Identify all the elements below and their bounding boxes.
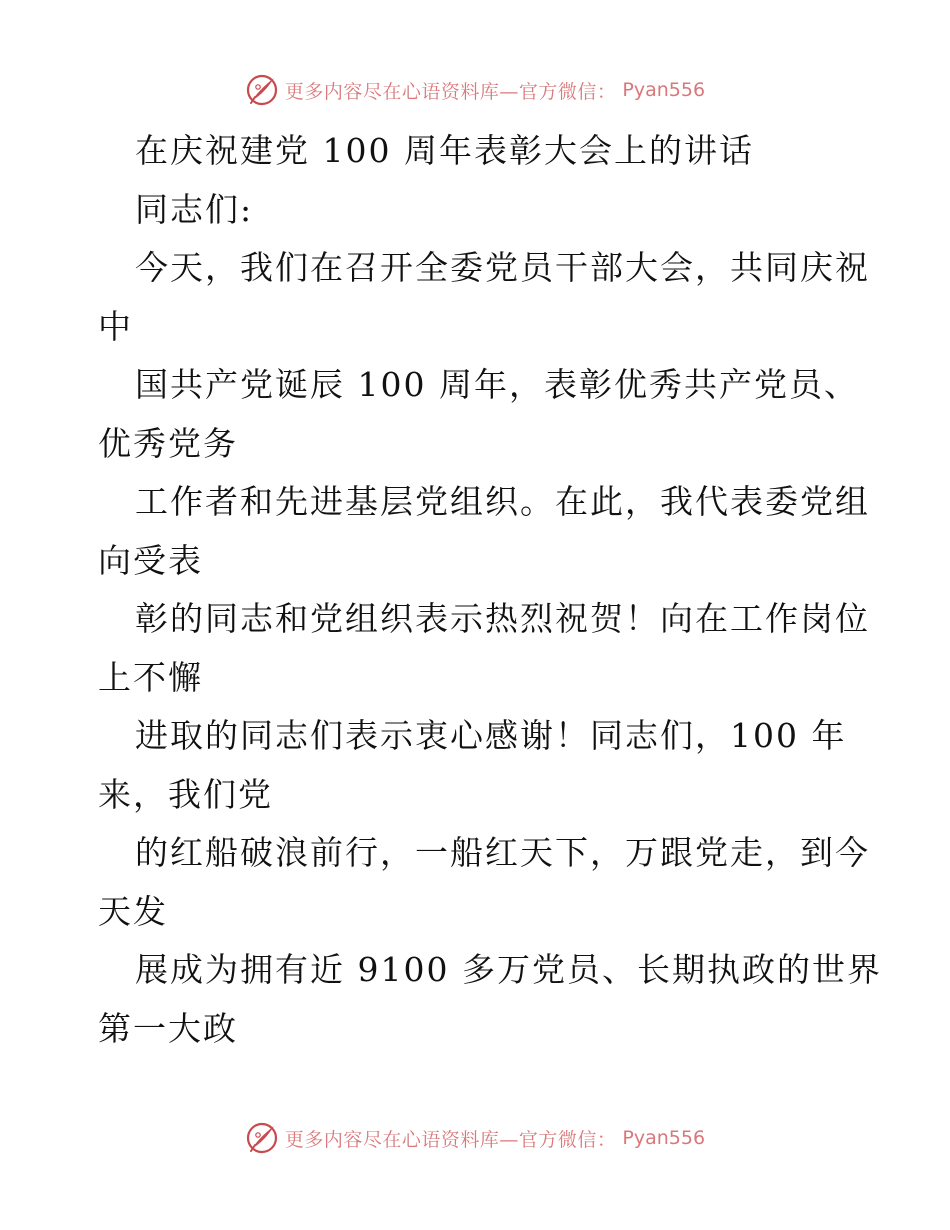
document-line: 中	[98, 306, 133, 346]
quill-pen-logo-icon	[245, 73, 279, 107]
document-line: 彰的同志和党组织表示热烈祝贺！向在工作岗位	[135, 599, 870, 638]
document-line: 上不懈	[98, 657, 203, 697]
document-line: 第一大政	[98, 1008, 238, 1048]
document-line: 优秀党务	[98, 423, 238, 463]
document-line: 工作者和先进基层党组织。在此，我代表委党组	[135, 482, 870, 521]
watermark-text: 更多内容尽在心语资料库—官方微信：	[284, 1128, 617, 1151]
watermark-handle: Pyan556	[622, 79, 706, 101]
quill-pen-logo-icon	[245, 1121, 279, 1155]
document-line: 在庆祝建党 100 周年表彰大会上的讲话	[135, 131, 754, 170]
footer-watermark	[0, 1118, 950, 1158]
document-line: 天发	[98, 891, 168, 931]
document-line: 展成为拥有近 9100 多万党员、长期执政的世界	[135, 950, 882, 989]
watermark-handle: Pyan556	[622, 1127, 706, 1149]
document-body	[98, 122, 882, 1058]
document-line: 国共产党诞辰 100 周年，表彰优秀共产党员、	[135, 365, 859, 404]
document-line: 向受表	[98, 540, 203, 580]
document-line: 今天，我们在召开全委党员干部大会，共同庆祝	[135, 248, 870, 287]
document-line: 进取的同志们表示衷心感谢！同志们，100 年	[135, 716, 847, 755]
watermark-text: 更多内容尽在心语资料库—官方微信：	[284, 80, 617, 103]
document-line: 同志们:	[135, 189, 254, 229]
header-watermark	[0, 70, 950, 110]
document-line: 的红船破浪前行，一船红天下，万跟党走，到今	[135, 833, 870, 872]
document-line: 来，我们党	[98, 774, 273, 814]
